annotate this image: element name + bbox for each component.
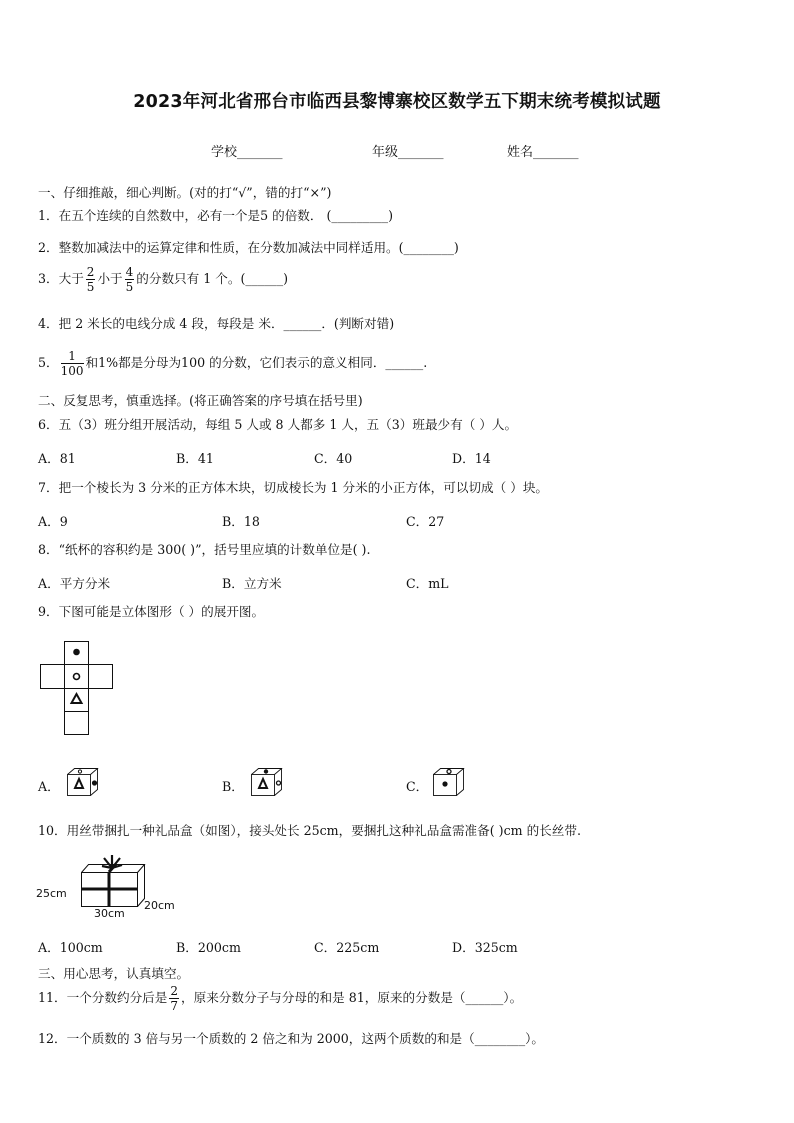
q10-option-a: A．100cm (38, 940, 103, 955)
question-6: 6．五（3）班分组开展活动，每组 5 人或 8 人都多 1 人，五（3）班最少有（ ）人。 (38, 417, 518, 432)
grade-field: 年级_______ (372, 145, 444, 160)
q8-option-c: C．mL (406, 576, 449, 591)
question-11 (38, 985, 522, 1012)
filled-dot-icon (442, 781, 447, 786)
section-2-heading: 二、反复思考，慎重选择。(将正确答案的序号填在括号里) (38, 393, 363, 408)
q9-option-a-cube (64, 766, 104, 798)
ring-icon (447, 770, 451, 774)
q10-option-c: C．225cm (314, 940, 380, 955)
dim-width-label: 20cm (144, 899, 175, 912)
cube-net-figure (38, 638, 118, 738)
section-1-heading: 一、仔细推敲，细心判断。(对的打“√”，错的打“×”) (38, 185, 332, 200)
triangle-icon (259, 779, 267, 788)
q6-option-c: C．40 (314, 451, 353, 466)
q9-option-c-label: C． (406, 779, 429, 794)
triangle-icon (75, 779, 83, 788)
name-field: 姓名_______ (507, 145, 579, 160)
q10-option-d: D．325cm (452, 940, 518, 955)
q6-option-a: A．81 (38, 451, 76, 466)
triangle-icon (72, 694, 82, 703)
question-4: 4．把 2 米长的电线分成 4 段，每段是 米．______．(判断对错) (38, 316, 395, 331)
question-2: 2．整数加减法中的运算定律和性质，在分数加减法中同样适用。(________) (38, 240, 459, 255)
question-5 (38, 350, 427, 377)
q6-option-b: B．41 (176, 451, 214, 466)
bow-icon (102, 855, 122, 868)
section-3-heading: 三、用心思考，认真填空。 (38, 966, 190, 981)
fraction-2-7: $\frac{2}{7}$ (170, 984, 179, 1013)
q6-option-d: D．14 (452, 451, 491, 466)
dim-height-label: 25cm (36, 887, 67, 900)
q7-option-b: B．18 (222, 514, 260, 529)
ring-icon (78, 770, 81, 773)
fraction-2-5: $\frac{2}{5}$ (86, 265, 95, 294)
filled-dot-icon (73, 649, 80, 656)
question-5-number: 5． (38, 355, 59, 370)
question-5-text: 和1%都是分母为100 的分数，它们表示的意义相同．______. (85, 355, 428, 370)
q10-option-b: B．200cm (176, 940, 241, 955)
ring-icon (74, 674, 80, 680)
question-1: 1．在五个连续的自然数中，必有一个是5 的倍数． (_________) (38, 208, 393, 223)
school-field: 学校_______ (211, 145, 283, 160)
question-3-prefix: 3．大于 (38, 271, 84, 286)
filled-dot-icon (92, 780, 97, 785)
question-11-suffix: ，原来分数分子与分母的和是 81，原来的分数是（______）。 (181, 990, 523, 1005)
question-8: 8．“纸杯的容积约是 300( )”，括号里应填的计数单位是( ). (38, 542, 371, 557)
question-12: 12．一个质数的 3 倍与另一个质数的 2 倍之和为 2000，这两个质数的和是（________）。 (38, 1031, 545, 1046)
page-title: 2023年河北省邢台市临西县黎博寨校区数学五下期末统考模拟试题 (133, 92, 661, 112)
q7-option-a: A．9 (38, 514, 68, 529)
q9-option-a-label: A． (38, 779, 60, 794)
q8-option-b: B．立方米 (222, 576, 282, 591)
q9-option-c-cube (430, 766, 470, 798)
question-9: 9．下图可能是立体图形（ ）的展开图。 (38, 604, 265, 619)
question-10: 10．用丝带捆扎一种礼品盒（如图），接头处长 25cm，要捆扎这种礼品盒需准备( )cm 的长丝带. (38, 823, 581, 838)
q9-option-b-label: B． (222, 779, 244, 794)
q9-option-b-cube (248, 766, 288, 798)
q7-option-c: C．27 (406, 514, 445, 529)
filled-dot-icon (264, 769, 268, 773)
ring-icon (277, 781, 281, 785)
question-3 (38, 266, 288, 293)
question-3-mid: 小于 (97, 271, 123, 286)
question-11-prefix: 11．一个分数约分后是 (38, 990, 168, 1005)
question-7: 7．把一个棱长为 3 分米的正方体木块，切成棱长为 1 分米的小正方体，可以切成（ ）块。 (38, 480, 549, 495)
question-3-suffix: 的分数只有 1 个。(______) (136, 271, 289, 286)
fraction-1-100: $\frac{1}{100}$ (60, 349, 84, 378)
dim-length-label: 30cm (94, 907, 125, 920)
q8-option-a: A．平方分米 (38, 576, 111, 591)
gift-box-figure (36, 850, 186, 922)
fraction-4-5: $\frac{4}{5}$ (125, 265, 134, 294)
